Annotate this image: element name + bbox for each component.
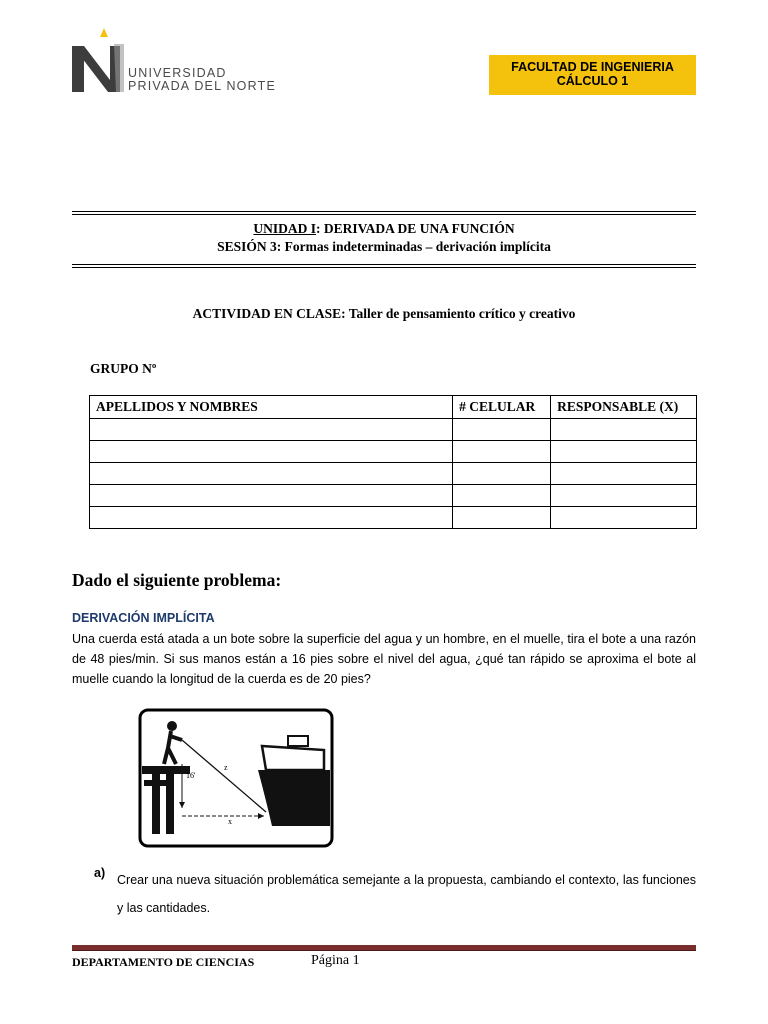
item-a-text: Crear una nueva situación problemática semejante a la propuesta, cambiando el contexto, las funciones y las cantidades. [117,873,696,915]
responsible-cell[interactable] [551,419,697,441]
column-header-responsible: RESPONSABLE (X) [551,396,697,419]
session-title: SESIÓN 3: Formas indeterminadas – derivación implícita [217,239,551,254]
name-cell[interactable] [90,485,453,507]
responsible-cell[interactable] [551,441,697,463]
name-cell[interactable] [90,463,453,485]
group-members-table [89,395,697,529]
unit-name: : DERIVADA DE UNA FUNCIÓN [316,221,515,236]
footer-department: DEPARTAMENTO DE CIENCIAS [72,955,255,969]
table-row [90,419,697,441]
responsible-cell[interactable] [551,463,697,485]
table-row [90,507,697,529]
activity-name: Taller de pensamiento crítico y creativo [345,306,576,321]
footer-page-number: Página 1 [311,953,360,968]
problem-statement: Una cuerda está atada a un bote sobre la superficie del agua y un hombre, en el muelle, tira el bote a una razón de 48 pies/min. Si sus manos están a 16 pies sobre el nivel del agua, ¿qué tan rápido se aproxima el bote al muelle cuando la longitud de la cuerda es de 20 pies? [72,632,696,686]
unit-number: UNIDAD I [253,221,317,236]
name-cell[interactable] [90,507,453,529]
responsible-cell[interactable] [551,507,697,529]
university-n-logo-icon [70,28,130,98]
distance-label: x [228,817,232,826]
title-top-rule [72,211,696,215]
university-wordmark [128,67,276,93]
height-label: 16' [186,771,196,780]
faculty-name: FACULTAD DE INGENIERIA [511,60,674,74]
phone-cell[interactable] [453,463,551,485]
column-header-names: APELLIDOS Y NOMBRES [90,396,453,419]
table-header-row [90,396,697,419]
column-header-phone: # CELULAR [453,396,551,419]
problem-heading: Dado el siguiente problema: [72,570,282,590]
course-name: CÁLCULO 1 [556,74,629,88]
rope-label: z [224,763,228,772]
phone-cell[interactable] [453,441,551,463]
faculty-banner [489,55,696,95]
name-cell[interactable] [90,419,453,441]
table-row [90,441,697,463]
activity-label: ACTIVIDAD EN CLASE: [192,306,346,321]
university-name-line1: UNIVERSIDAD [128,66,227,80]
university-name-line2: PRIVADA DEL NORTE [128,79,276,93]
phone-cell[interactable] [453,507,551,529]
phone-cell[interactable] [453,419,551,441]
name-cell[interactable] [90,441,453,463]
footer-rule [72,945,696,951]
group-number-label: GRUPO Nº [90,361,157,376]
title-bottom-rule [72,264,696,268]
topic-heading: DERIVACIÓN IMPLÍCITA [72,611,215,625]
phone-cell[interactable] [453,485,551,507]
table-row [90,463,697,485]
boat-dock-figure [138,708,334,848]
activity-title [72,306,696,322]
table-row [90,485,697,507]
item-a-label: a) [94,866,106,880]
unit-title [72,221,696,237]
university-logo [70,28,285,98]
responsible-cell[interactable] [551,485,697,507]
